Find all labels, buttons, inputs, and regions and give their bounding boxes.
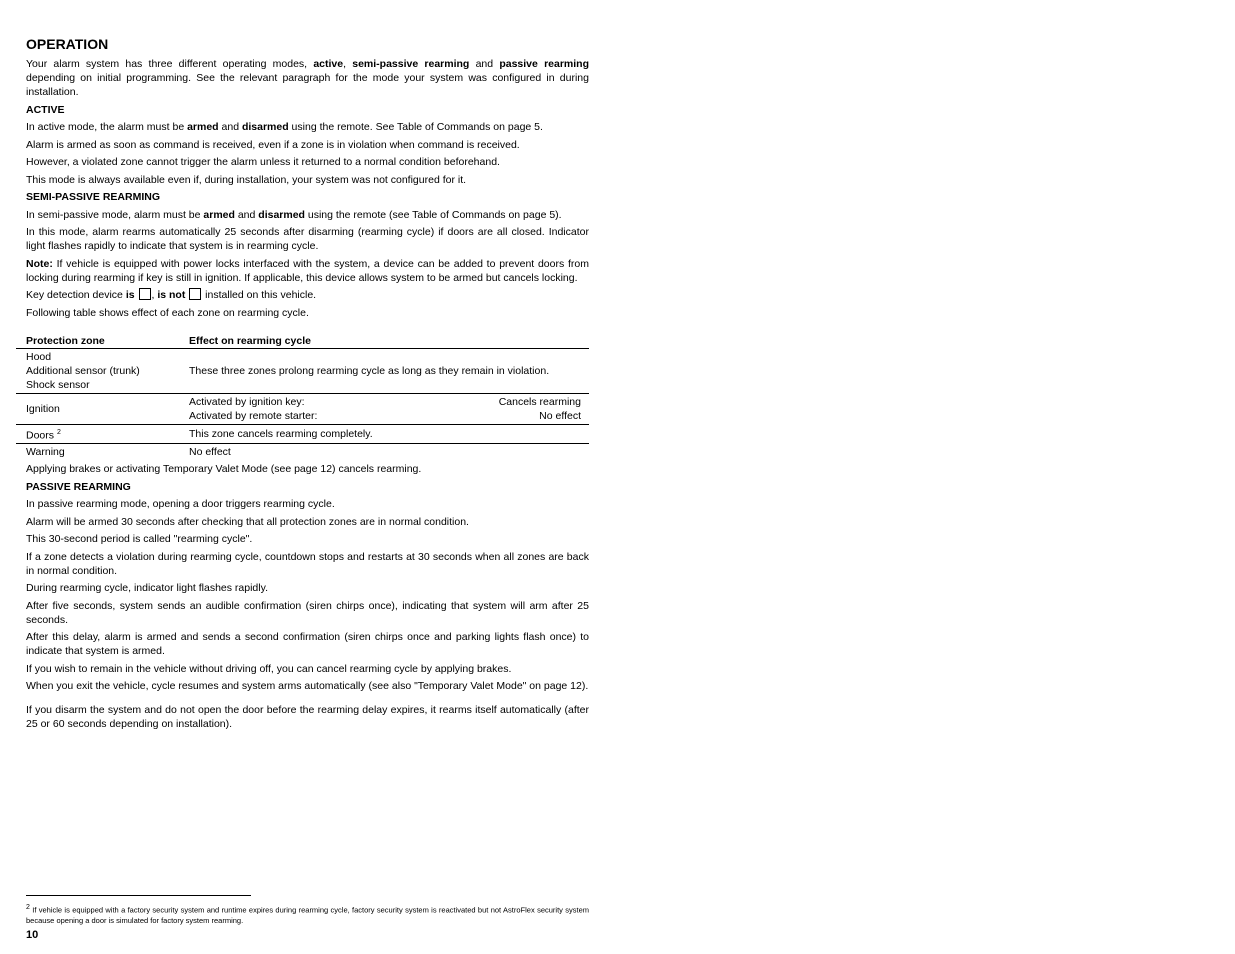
remote-starter-effect: No effect — [539, 409, 581, 422]
section-heading-passive: PASSIVE REARMING — [26, 480, 131, 493]
is-term: is — [125, 289, 135, 301]
effect-cell — [179, 393, 589, 424]
passive-paragraph-1: In passive rearming mode, opening a door triggers rearming cycle. — [26, 498, 335, 510]
zone-warning: Warning — [26, 446, 65, 458]
effect-cell: No effect — [189, 446, 231, 458]
active-paragraph-4: This mode is always available even if, during installation, your system was not configured for it. — [26, 173, 467, 186]
armed-term: armed — [203, 208, 235, 221]
header-effect: Effect on rearming cycle — [179, 334, 589, 349]
active-paragraph-2: Alarm is armed as soon as command is received, even if a zone is in violation when command is received. — [26, 138, 520, 151]
note-label: Note: — [26, 257, 53, 270]
active-paragraph-3: However, a violated zone cannot trigger the alarm unless it returned to a normal condition beforehand. — [26, 156, 500, 168]
protection-zone-table — [16, 334, 589, 461]
passive-paragraph-8: If you wish to remain in the vehicle without driving off, you can cancel rearming cycle by applying brakes. — [26, 662, 512, 675]
mode-active-term: active — [313, 58, 344, 70]
semi-paragraph-2: In this mode, alarm rearms automatically 25 seconds after disarming (rearming cycle) if doors are all closed. Indicator light flashes rapidly to indicate that system is in rearming cycle. — [26, 226, 589, 252]
passive-paragraph-3: This 30-second period is called "rearming cycle". — [26, 533, 253, 545]
text: , — [151, 289, 158, 301]
header-protection-zone: Protection zone — [16, 334, 179, 349]
active-paragraph-1 — [26, 120, 589, 134]
footnote-divider — [26, 895, 251, 896]
table-row — [16, 348, 589, 393]
page-title: OPERATION — [26, 36, 109, 52]
ignition-key-effect: Cancels rearming — [498, 395, 581, 408]
zone-ignition: Ignition — [16, 393, 179, 424]
table-row — [16, 393, 589, 424]
intro-text: depending on initial programming. See the relevant paragraph for the mode your system was configured in during installation. — [26, 72, 589, 98]
table-row — [16, 444, 589, 461]
footnote-ref[interactable]: 2 — [56, 428, 61, 436]
passive-paragraph-6: After five seconds, system sends an audible confirmation (siren chirps once), indicating that system will arm after 25 seconds. — [26, 599, 589, 626]
passive-paragraph-2: Alarm will be armed 30 seconds after checking that all protection zones are in normal condition. — [26, 515, 469, 528]
footnote-text — [26, 903, 589, 927]
mode-passive-term: passive rearming — [499, 58, 590, 70]
text: using the remote. See Table of Commands on page 5. — [288, 121, 543, 133]
is-checkbox[interactable] — [139, 288, 151, 300]
after-table-paragraph: Applying brakes or activating Temporary Valet Mode (see page 12) cancels rearming. — [26, 463, 422, 475]
text: In semi-passive mode, alarm must be — [26, 208, 204, 221]
key-detection-paragraph — [26, 288, 589, 302]
zone-doors-label: Doors — [26, 429, 55, 441]
text: using the remote (see Table of Commands on page 5). — [304, 208, 562, 221]
intro-text: Your alarm system has three different operating modes, — [26, 58, 314, 70]
text: installed on this vehicle. — [202, 289, 317, 301]
zone-shock-sensor: Shock sensor — [26, 378, 90, 391]
zone-additional-sensor: Additional sensor (trunk) — [26, 364, 140, 377]
page-content — [26, 36, 589, 735]
intro-text: and — [469, 58, 500, 70]
semi-paragraph-3: Following table shows effect of each zone on rearming cycle. — [26, 306, 309, 319]
text: In active mode, the alarm must be — [26, 121, 188, 133]
zone-cell — [16, 348, 179, 393]
intro-paragraph — [26, 57, 589, 99]
passive-paragraph-9: When you exit the vehicle, cycle resumes and system arms automatically (see also "Temporary Valet Mode" on page 12). — [26, 680, 589, 692]
passive-paragraph-5: During rearming cycle, indicator light flashes rapidly. — [26, 582, 268, 594]
armed-term: armed — [187, 121, 219, 133]
remote-starter-row — [189, 409, 589, 423]
text: Key detection device — [26, 289, 126, 301]
intro-text: , — [343, 58, 353, 70]
is-not-term: is not — [157, 289, 186, 301]
section-heading-active: ACTIVE — [26, 103, 65, 116]
note-paragraph — [26, 257, 589, 285]
effect-cell: This zone cancels rearming completely. — [179, 424, 589, 444]
zone-doors — [16, 424, 179, 444]
disarmed-term: disarmed — [258, 208, 305, 221]
footnote-marker: 2 — [26, 904, 30, 911]
table-header-row — [16, 334, 589, 349]
text: and — [234, 208, 259, 221]
note-text: If vehicle is equipped with power locks interfaced with the system, a device can be added to prevent doors from locking during rearming if key is still in ignition. If applicable, this device allows system to be armed but cancels locking. — [26, 257, 589, 284]
passive-paragraph-4: If a zone detects a violation during rearming cycle, countdown stops and restarts at 30 seconds when all zones are back in normal condition. — [26, 550, 589, 577]
ignition-key-label: Activated by ignition key: — [189, 395, 305, 408]
page-number: 10 — [26, 928, 39, 941]
footnote-body: If vehicle is equipped with a factory security system and runtime expires during rearming cycle, factory security system is reactivated but not AstroFlex security system because opening a door is simulated for factory system rearming. — [26, 905, 589, 925]
effect-cell: These three zones prolong rearming cycle as long as they remain in violation. — [179, 348, 589, 393]
footnote-area — [26, 895, 589, 941]
table-row — [16, 424, 589, 444]
semi-paragraph-1 — [26, 208, 589, 222]
passive-paragraph-10: If you disarm the system and do not open the door before the rearming delay expires, it rearms itself automatically (after 25 or 60 seconds depending on installation). — [26, 704, 589, 730]
ignition-key-row — [189, 395, 589, 409]
mode-semi-passive-term: semi-passive rearming — [352, 58, 470, 70]
remote-starter-label: Activated by remote starter: — [189, 409, 318, 422]
is-not-checkbox[interactable] — [189, 288, 201, 300]
zone-hood: Hood — [26, 350, 52, 363]
disarmed-term: disarmed — [241, 121, 289, 133]
text: and — [218, 121, 242, 133]
section-heading-semi-passive: SEMI-PASSIVE REARMING — [26, 191, 160, 203]
passive-paragraph-7: After this delay, alarm is armed and sends a second confirmation (siren chirps once and parking lights flash once) to indicate that system is armed. — [26, 631, 589, 657]
